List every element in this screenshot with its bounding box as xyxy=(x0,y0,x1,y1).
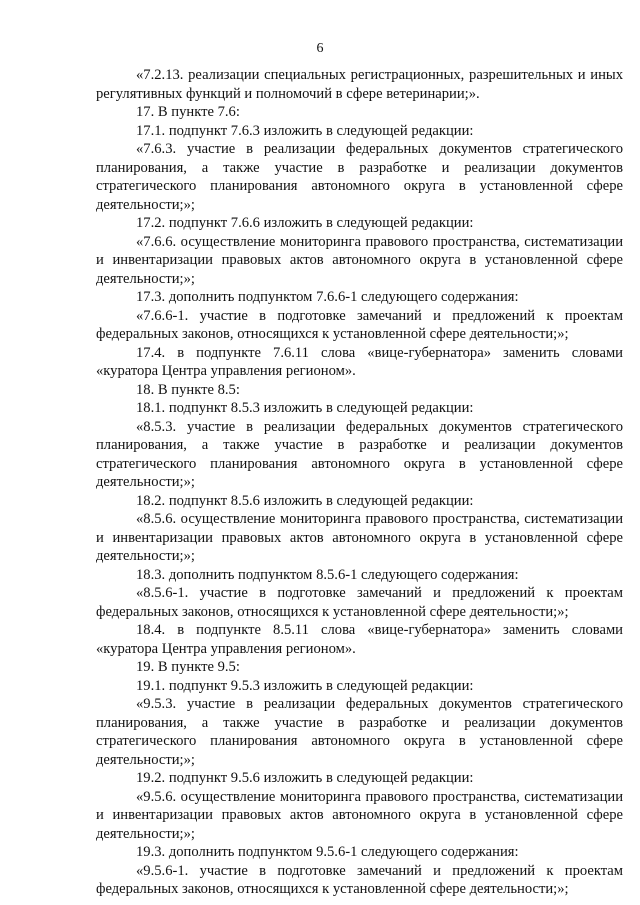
paragraph: 17.1. подпункт 7.6.3 изложить в следующей редакции: xyxy=(136,122,474,139)
paragraph: «7.6.3. участие в реализации федеральных документов стратегического планирования, а также участие в разработке и реализации документов стратегического планирования автономного округа в установленной сфере деятельности;»; xyxy=(96,141,623,213)
paragraph: «9.5.6-1. участие в подготовке замечаний и предложений к проектам федеральных законов, относящихся к установленной сфере деятельности;»; xyxy=(96,862,623,897)
paragraph: «7.2.13. реализации специальных регистрационных, разрешительных и иных регулятивных функций и полномочий в сфере ветеринарии;». xyxy=(96,67,623,102)
paragraph: 19.1. подпункт 9.5.3 изложить в следующей редакции: xyxy=(136,677,474,694)
paragraph: 19.3. дополнить подпунктом 9.5.6-1 следующего содержания: xyxy=(136,844,519,860)
paragraph: 19.2. подпункт 9.5.6 изложить в следующей редакции: xyxy=(136,770,474,786)
document-body xyxy=(96,66,623,899)
paragraph: 18.3. дополнить подпунктом 8.5.6-1 следующего содержания: xyxy=(136,566,519,583)
paragraph: 17.3. дополнить подпунктом 7.6.6-1 следующего содержания: xyxy=(136,289,519,305)
paragraph: «8.5.3. участие в реализации федеральных документов стратегического планирования, а также участие в разработке и реализации документов стратегического планирования автономного округа в установленной сфере деятельности;»; xyxy=(96,418,623,490)
paragraph: «8.5.6. осуществление мониторинга правового пространства, систематизации и инвентаризации правовых актов автономного округа в установленной сфере деятельности;»; xyxy=(96,511,623,564)
paragraph: «8.5.6-1. участие в подготовке замечаний и предложений к проектам федеральных законов, относящихся к установленной сфере деятельности;»; xyxy=(96,585,623,620)
paragraph: 18. В пункте 8.5: xyxy=(136,381,240,398)
paragraph: 19. В пункте 9.5: xyxy=(136,659,240,675)
paragraph: «9.5.3. участие в реализации федеральных документов стратегического планирования, а также участие в разработке и реализации документов стратегического планирования автономного округа в установленной сфере деятельности;»; xyxy=(96,696,623,768)
paragraph: «7.6.6-1. участие в подготовке замечаний и предложений к проектам федеральных законов, относящихся к установленной сфере деятельности;»; xyxy=(96,307,623,342)
page-number: 6 xyxy=(316,41,324,56)
paragraph: 18.4. в подпункте 8.5.11 слова «вице-губернатора» заменить словами «куратора Центра управления регионом». xyxy=(96,622,623,657)
paragraph: 17.2. подпункт 7.6.6 изложить в следующей редакции: xyxy=(136,215,474,231)
paragraph: 18.1. подпункт 8.5.3 изложить в следующей редакции: xyxy=(136,400,474,416)
paragraph: 18.2. подпункт 8.5.6 изложить в следующей редакции: xyxy=(136,492,474,509)
paragraph: «7.6.6. осуществление мониторинга правового пространства, систематизации и инвентаризации правовых актов автономного округа в установленной сфере деятельности;»; xyxy=(96,233,623,287)
paragraph: 17. В пункте 7.6: xyxy=(136,104,240,120)
paragraph: «9.5.6. осуществление мониторинга правового пространства, систематизации и инвентаризации правовых актов автономного округа в установленной сфере деятельности;»; xyxy=(96,788,623,842)
paragraph: 17.4. в подпункте 7.6.11 слова «вице-губернатора» заменить словами «куратора Центра управления регионом». xyxy=(96,344,623,379)
